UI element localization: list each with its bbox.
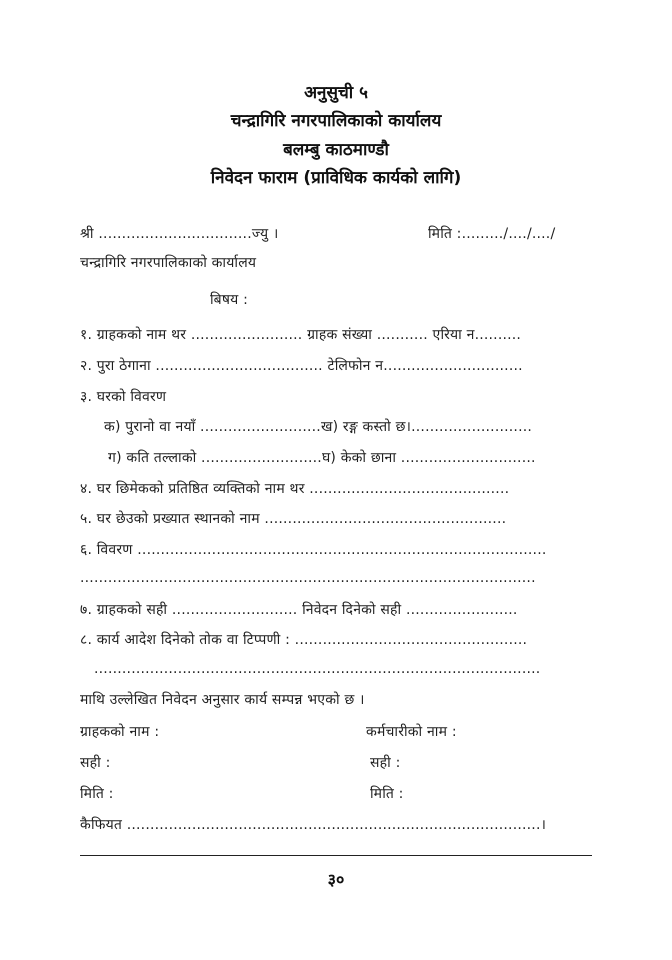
location-heading: बलम्बु काठमाण्डौ xyxy=(283,140,389,160)
page-number: ३० xyxy=(327,870,345,889)
staff-sign-label: सही : xyxy=(370,755,401,771)
field-signatures: ७. ग्राहकको सही ........................... निवेदन दिनेको सही ........................ xyxy=(80,602,518,618)
remarks-line: कैफियत .........................................................................................। xyxy=(80,817,547,833)
field-description: ६. विवरण ........................................................................................ xyxy=(80,542,547,558)
staff-name-label: कर्मचारीको नाम : xyxy=(366,724,457,740)
form-title: निवेदन फाराम (प्राविधिक कार्यको लागि) xyxy=(210,168,462,188)
field-house-age-color: क) पुरानो वा नयाँ ..........................ख) रङ्ग कस्तो छ।.......................... xyxy=(104,419,533,435)
staff-date-label: मिति : xyxy=(370,786,404,802)
field-customer-name: १. ग्राहकको नाम थर ........................ ग्राहक संख्या ........... एरिया न.......... xyxy=(80,327,522,343)
field-neighbour-name: ४. घर छिमेकको प्रतिष्ठित व्यक्तिको नाम थर ........................................... xyxy=(80,481,510,497)
schedule-heading: अनुसुची ५ xyxy=(304,83,368,103)
customer-sign-label: सही : xyxy=(80,755,111,771)
footer-divider xyxy=(80,855,592,856)
completion-statement: माथि उल्लेखित निवेदन अनुसार कार्य सम्पन्न भएको छ । xyxy=(80,692,365,708)
date-field: मिति :........./..../..../ xyxy=(428,226,556,242)
customer-date-label: मिति : xyxy=(80,786,114,802)
office-address-line: चन्द्रागिरि नगरपालिकाको कार्यालय xyxy=(80,255,257,271)
office-heading: चन्द्रागिरि नगरपालिकाको कार्यालय xyxy=(230,111,442,131)
subject-line: बिषय : xyxy=(210,292,248,308)
field-work-order-remark: ८. कार्य आदेश दिनेको तोक वा टिप्पणी : .................................................. xyxy=(80,632,528,648)
customer-name-label: ग्राहकको नाम : xyxy=(80,724,160,740)
field-work-order-continued: ................................................................................................ xyxy=(94,661,541,677)
field-landmark: ५. घर छेउको प्रख्यात स्थानको नाम .................................................... xyxy=(80,511,507,527)
recipient-line: श्री .................................ज्यु । xyxy=(80,226,279,242)
field-house-details: ३. घरको विवरण xyxy=(80,389,167,405)
field-address-phone: २. पुरा ठेगाना .................................... टेलिफोन न.............................. xyxy=(80,358,523,374)
field-house-floors-roof: ग) कति तल्लाको ..........................घ) केको छाना ............................. xyxy=(108,450,536,466)
field-description-continued: .................................................................................................. xyxy=(80,570,536,586)
